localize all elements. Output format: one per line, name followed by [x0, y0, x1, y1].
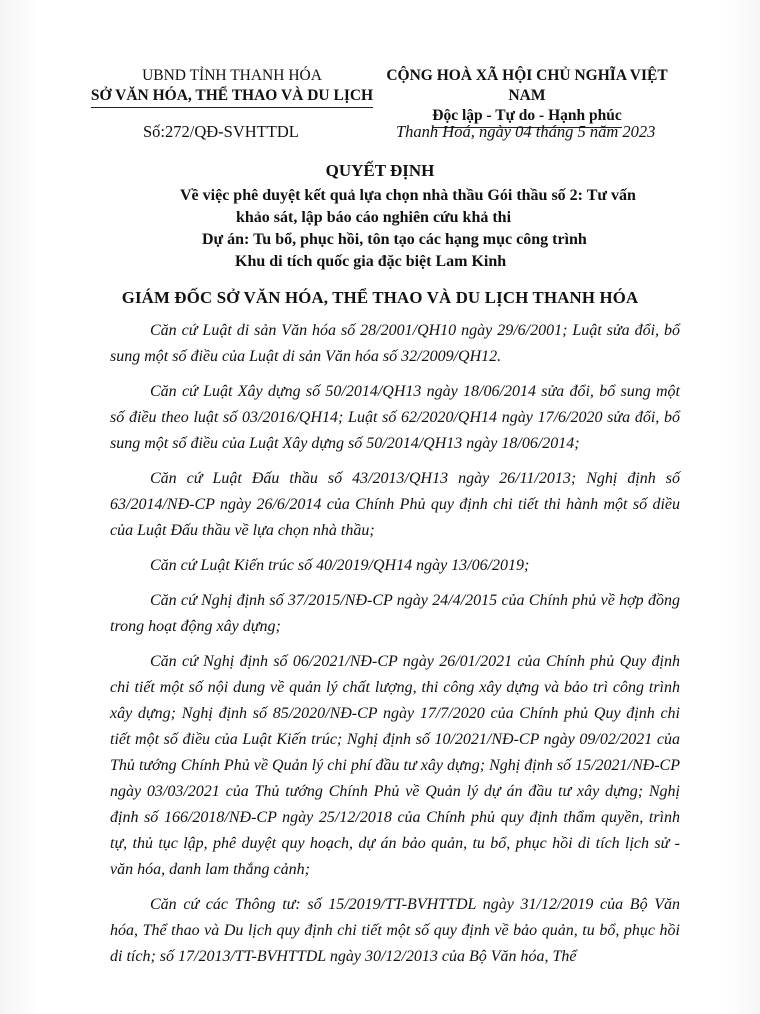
subject-line-1: Về việc phê duyệt kết quả lựa chọn nhà thầu Gói thầu số 2: Tư vấn: [180, 187, 636, 204]
subject-line-4: Khu di tích quốc gia đặc biệt Lam Kinh: [235, 253, 507, 270]
org-top: UBND TỈNH THANH HÓA: [142, 67, 322, 84]
legal-basis-section: [110, 318, 680, 979]
national-header: [372, 66, 682, 128]
document-subject: [180, 185, 700, 273]
document-date: Thanh Hoá, ngày 04 tháng 5 năm 2023: [396, 122, 656, 141]
org-dept: [82, 86, 382, 108]
country-name: CỘNG HOÀ XÃ HỘI CHỦ NGHĨA VIỆT NAM: [386, 67, 668, 104]
legal-basis-paragraph: Căn cứ Luật Kiến trúc số 40/2019/QH14 ngày 13/06/2019;: [150, 557, 530, 574]
document-title: QUYẾT ĐỊNH: [325, 161, 435, 180]
subject-line-3: Dự án: Tu bổ, phục hồi, tôn tạo các hạng mục công trình: [202, 231, 587, 248]
legal-basis-paragraph: Căn cứ các Thông tư: số 15/2019/TT-BVHTTDL ngày 31/12/2019 của Bộ Văn hóa, Thể thao và Du lịch quy định chi tiết một số quy định về bảo quản, tu bổ, phục hồi di tích; số 17/2013/TT-BVHTTDL ngày 30/12/2013 của Bộ Văn hóa, Thể: [110, 896, 680, 965]
issuing-authority: [82, 66, 382, 108]
legal-basis-paragraph: Căn cứ Nghị định số 06/2021/NĐ-CP ngày 26/01/2021 của Chính phủ Quy định chi tiết một số nội dung về quản lý chất lượng, thi công xây dựng và bảo trì công trình xây dựng; Nghị định số 85/2020/NĐ-CP ngày 17/7/2020 của Chính phủ Quy định chi tiết một số điều của Luật Kiến trúc; Nghị định số 10/2021/NĐ-CP ngày 09/02/2021 của Thủ tướng Chính Phủ về Quản lý chi phí đầu tư xây dựng; Nghị định số 15/2021/NĐ-CP ngày 03/03/2021 của Thủ tướng Chính Phủ về Quản lý dự án đầu tư xây dựng; Nghị định số 166/2018/NĐ-CP ngày 25/12/2018 của Chính phủ quy định thẩm quyền, trình tự, thủ tục lập, phê duyệt quy hoạch, dự án bảo quản, tu bổ, phục hồi di tích lịch sử - văn hóa, danh lam thắng cảnh;: [110, 653, 680, 878]
issuer-heading: GIÁM ĐỐC SỞ VĂN HÓA, THỂ THAO VÀ DU LỊCH THANH HÓA: [121, 288, 639, 307]
subject-line-2: khảo sát, lập báo cáo nghiên cứu khả thi: [236, 209, 512, 226]
legal-basis-paragraph: Căn cứ Luật Xây dựng số 50/2014/QH13 ngày 18/06/2014 sửa đổi, bổ sung một số điều theo luật số 03/2016/QH14; Luật số 62/2020/QH14 ngày 17/6/2020 sửa đổi, bổ sung một số điều của Luật Xây dựng số 50/2014/QH13 ngày 18/06/2014;: [110, 383, 680, 452]
legal-basis-paragraph: Căn cứ Nghị định số 37/2015/NĐ-CP ngày 24/4/2015 của Chính phủ về hợp đồng trong hoạt động xây dựng;: [110, 592, 680, 635]
legal-basis-paragraph: Căn cứ Luật di sản Văn hóa số 28/2001/QH10 ngày 29/6/2001; Luật sửa đổi, bổ sung một số điều của Luật di sản Văn hóa số 32/2009/QH12.: [110, 322, 680, 365]
legal-basis-paragraph: Căn cứ Luật Đấu thầu số 43/2013/QH13 ngày 26/11/2013; Nghị định số 63/2014/NĐ-CP ngày 26/6/2014 của Chính Phủ quy định chi tiết thi hành một số diều của Luật Đấu thầu về lựa chọn nhà thầu;: [110, 470, 680, 539]
org-dept-text: SỞ VĂN HÓA, THỂ THAO VÀ DU LỊCH: [91, 86, 373, 108]
motto-text: Độc lập - Tự do - Hạnh phúc: [432, 106, 621, 128]
document-header: [0, 66, 760, 124]
document-number: Số:272/QĐ-SVHTTDL: [143, 122, 299, 141]
